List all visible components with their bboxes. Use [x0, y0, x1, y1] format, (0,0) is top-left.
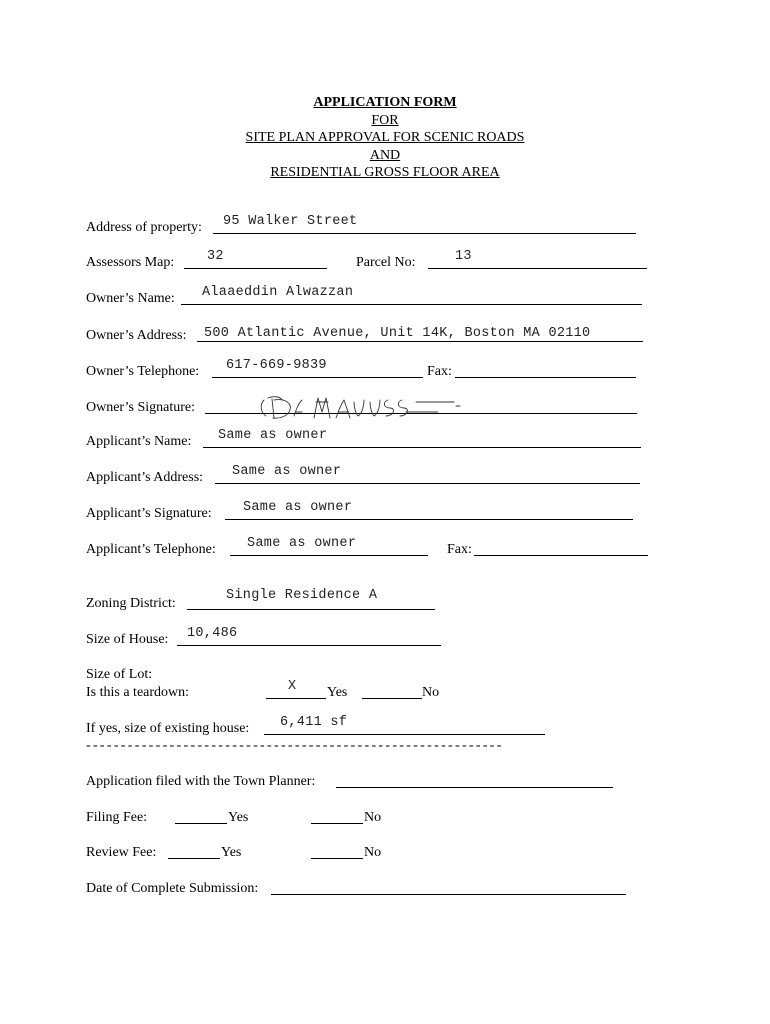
house-size-value: 10,486: [187, 626, 238, 641]
owner-name-value: Alaaeddin Alwazzan: [202, 285, 354, 300]
owner-phone-field[interactable]: [212, 377, 423, 378]
existing-house-label: If yes, size of existing house:: [86, 721, 250, 736]
teardown-yes-label: Yes: [327, 685, 348, 700]
form-header: [0, 94, 770, 182]
applicant-signature-value: Same as owner: [243, 500, 353, 515]
property-address-value: 95 Walker Street: [223, 214, 358, 229]
applicant-name-field[interactable]: [203, 447, 641, 448]
zoning-label: Zoning District:: [86, 596, 176, 611]
filing-fee-yes-label: Yes: [228, 810, 249, 825]
review-fee-yes-field[interactable]: [168, 858, 220, 859]
review-fee-no-label: No: [364, 845, 382, 860]
owner-phone-value: 617-669-9839: [226, 358, 327, 373]
assessors-map-label: Assessors Map:: [86, 255, 175, 270]
applicant-address-label: Applicant’s Address:: [86, 470, 204, 485]
teardown-no-label: No: [422, 685, 440, 700]
assessors-map-value: 32: [207, 249, 224, 264]
teardown-yes-mark: X: [288, 679, 297, 694]
filed-field[interactable]: [336, 787, 613, 788]
header-and: AND: [369, 147, 401, 163]
parcel-value: 13: [455, 249, 472, 264]
owner-address-label: Owner’s Address:: [86, 328, 187, 343]
filing-fee-label: Filing Fee:: [86, 810, 148, 825]
applicant-phone-label: Applicant’s Telephone:: [86, 542, 216, 557]
owner-address-value: 500 Atlantic Avenue, Unit 14K, Boston MA 02110: [204, 326, 591, 341]
assessors-map-field[interactable]: [184, 268, 327, 269]
header-subject-2: RESIDENTIAL GROSS FLOOR AREA: [270, 165, 500, 181]
zoning-field[interactable]: [187, 609, 435, 610]
teardown-label: Is this a teardown:: [86, 685, 190, 700]
house-size-field[interactable]: [177, 645, 441, 646]
form-title: APPLICATION FORM: [313, 95, 457, 110]
complete-date-field[interactable]: [271, 894, 626, 895]
review-fee-label: Review Fee:: [86, 845, 157, 860]
owner-phone-label: Owner’s Telephone:: [86, 364, 200, 379]
teardown-no-field[interactable]: [362, 698, 422, 699]
section-separator: ------------------------------------------------------------: [86, 738, 504, 753]
filing-fee-yes-field[interactable]: [175, 823, 227, 824]
filed-label: Application filed with the Town Planner:: [86, 774, 316, 789]
review-fee-no-field[interactable]: [311, 858, 363, 859]
owner-signature-label: Owner’s Signature:: [86, 400, 195, 415]
header-for: FOR: [371, 112, 399, 128]
property-address-field[interactable]: [213, 233, 636, 234]
review-fee-yes-label: Yes: [221, 845, 242, 860]
teardown-yes-field[interactable]: [266, 698, 326, 699]
applicant-signature-label: Applicant’s Signature:: [86, 506, 212, 521]
owner-name-field[interactable]: [181, 304, 642, 305]
existing-house-value: 6,411 sf: [280, 715, 348, 730]
applicant-fax-field[interactable]: [474, 555, 648, 556]
complete-date-label: Date of Complete Submission:: [86, 881, 259, 896]
applicant-fax-label: Fax:: [447, 542, 472, 557]
parcel-label: Parcel No:: [356, 255, 416, 270]
filing-fee-no-field[interactable]: [311, 823, 363, 824]
applicant-phone-field[interactable]: [230, 555, 428, 556]
property-address-label: Address of property:: [86, 220, 202, 235]
zoning-value: Single Residence A: [226, 588, 378, 603]
existing-house-field[interactable]: [264, 734, 545, 735]
owner-address-field[interactable]: [197, 341, 643, 342]
applicant-signature-field[interactable]: [225, 519, 633, 520]
header-subject: SITE PLAN APPROVAL FOR SCENIC ROADS: [245, 130, 525, 146]
applicant-address-value: Same as owner: [232, 464, 342, 479]
lot-size-label: Size of Lot:: [86, 667, 153, 682]
house-size-label: Size of House:: [86, 632, 169, 647]
filing-fee-no-label: No: [364, 810, 382, 825]
owner-fax-label: Fax:: [427, 364, 452, 379]
applicant-address-field[interactable]: [215, 483, 640, 484]
owner-name-label: Owner’s Name:: [86, 291, 175, 306]
applicant-name-label: Applicant’s Name:: [86, 434, 192, 449]
applicant-name-value: Same as owner: [218, 428, 328, 443]
parcel-field[interactable]: [428, 268, 647, 269]
applicant-phone-value: Same as owner: [247, 536, 357, 551]
owner-fax-field[interactable]: [455, 377, 636, 378]
handwritten-signature: [258, 390, 468, 424]
